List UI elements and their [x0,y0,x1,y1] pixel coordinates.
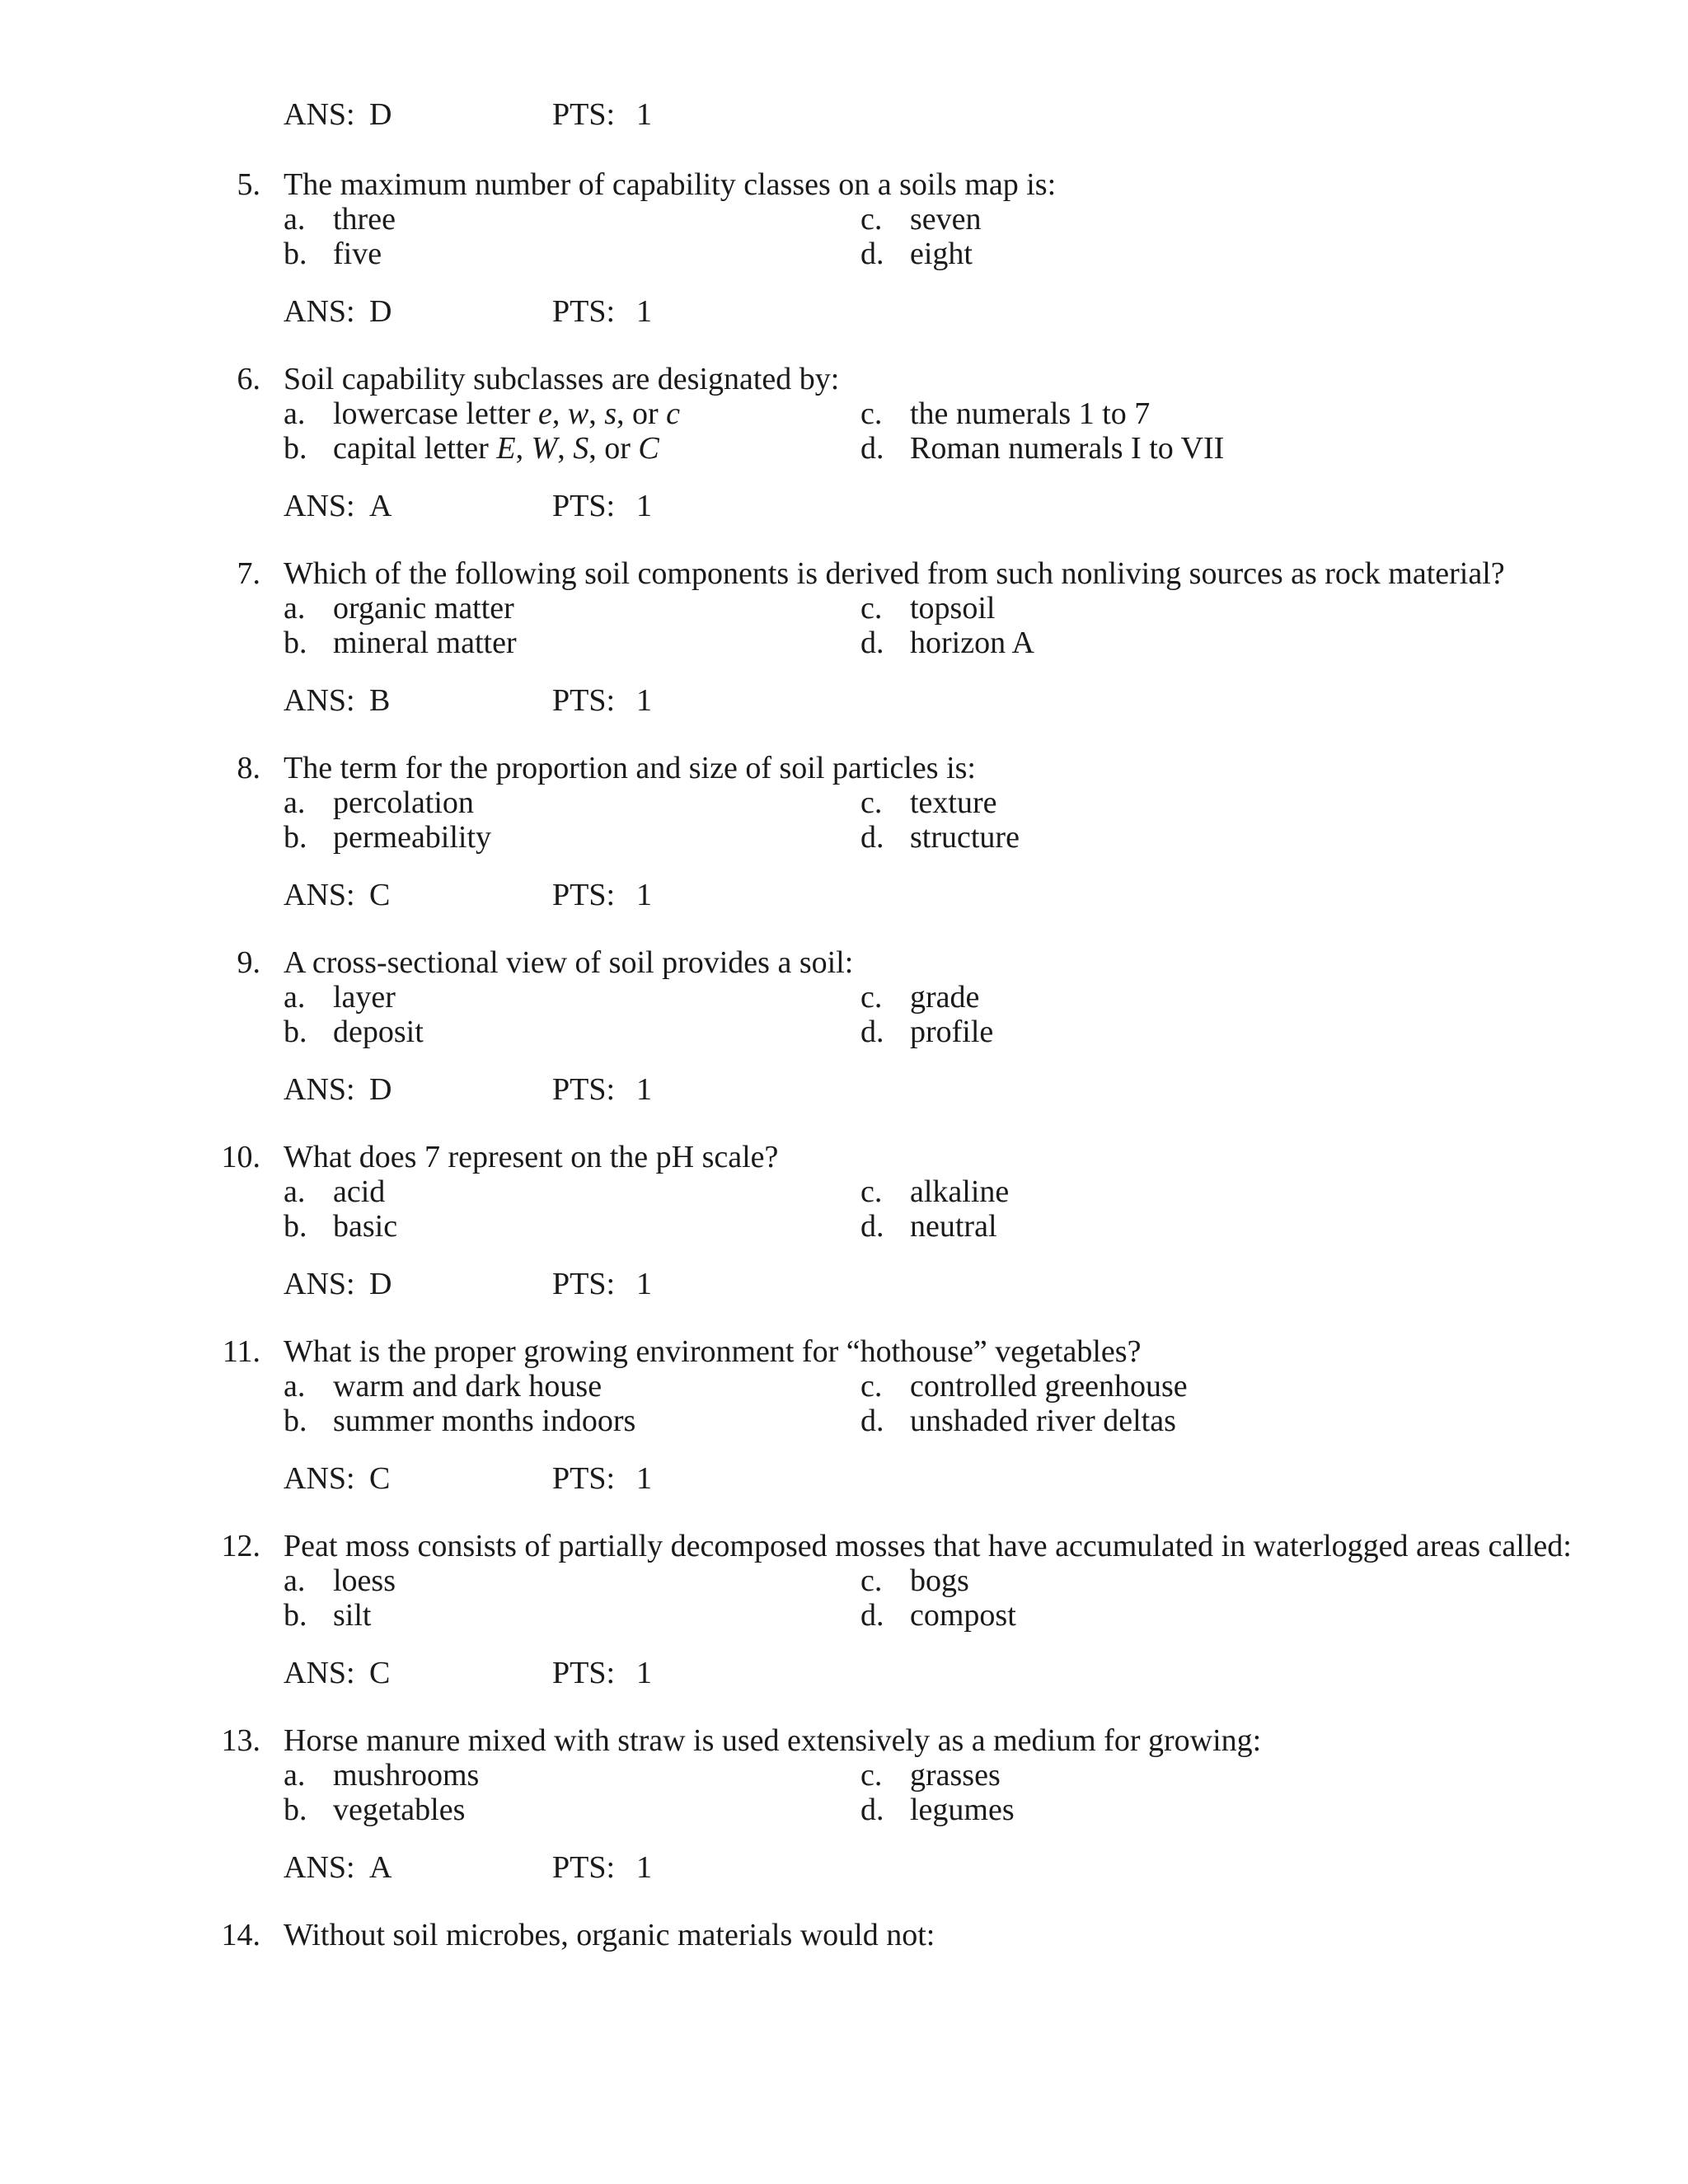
option-letter: d. [860,1015,884,1049]
option-letter: b. [284,626,307,660]
option-text: profile [910,1015,994,1049]
option-letter: c. [860,1563,883,1598]
option-letter: a. [284,980,306,1015]
answer-line [0,1850,1688,1885]
question-stem: A cross-sectional view of soil provides a soil: [284,945,854,980]
question-stem: Which of the following soil components is derived from such nonliving sources as rock material? [284,556,1505,591]
ans-value: D [369,97,392,132]
answer-line [0,489,1688,523]
question-number: 7. [237,556,260,591]
answer-line [0,1656,1688,1690]
pts-label: PTS: [552,1072,616,1107]
option-text: neutral [910,1209,997,1244]
ans-value: A [369,489,392,523]
option-text: silt [333,1598,372,1633]
pts-label: PTS: [552,294,616,329]
option-letter: d. [860,626,884,660]
question-stem: Soil capability subclasses are designated by: [284,362,840,396]
option-letter: c. [860,1369,883,1404]
ans-label: ANS: [284,97,355,132]
question-stem: Peat moss consists of partially decomposed mosses that have accumulated in waterlogged areas called: [284,1529,1572,1563]
option-letter: a. [284,1174,306,1209]
answer-line [0,1072,1688,1107]
option-letter: a. [284,1563,306,1598]
option-text: acid [333,1174,386,1209]
option-letter: b. [284,1793,307,1827]
option-letter: d. [860,1793,884,1827]
answer-line [0,1461,1688,1496]
ans-label: ANS: [284,683,355,718]
question-stem: Horse manure mixed with straw is used extensively as a medium for growing: [284,1723,1262,1758]
ans-value: A [369,1850,392,1885]
question-stem: Without soil microbes, organic materials would not: [284,1918,935,1952]
ans-label: ANS: [284,294,355,329]
option-text: loess [333,1563,396,1598]
question-number: 6. [237,362,260,396]
option-text: bogs [910,1563,969,1598]
answer-line-top [0,97,1688,132]
option-text: vegetables [333,1793,466,1827]
ans-value: B [369,683,391,718]
option-text: mushrooms [333,1758,480,1793]
question-stem: What is the proper growing environment for “hothouse” vegetables? [284,1334,1142,1369]
option-text: permeability [333,820,492,855]
ans-value: C [369,1461,391,1496]
option-letter: b. [284,1598,307,1633]
pts-label: PTS: [552,1267,616,1301]
pts-label: PTS: [552,97,616,132]
option-text: three [333,202,396,237]
option-text: summer months indoors [333,1404,636,1438]
ans-label: ANS: [284,878,355,912]
option-text: lowercase letter e, w, s, or c [333,396,681,431]
option-letter: b. [284,237,307,271]
option-text: capital letter E, W, S, or C [333,431,659,466]
ans-value: D [369,1267,392,1301]
option-letter: d. [860,1404,884,1438]
pts-value: 1 [636,1461,652,1496]
question-number: 11. [222,1334,260,1369]
ans-label: ANS: [284,489,355,523]
option-letter: d. [860,431,884,466]
pts-value: 1 [636,1267,652,1301]
option-text: mineral matter [333,626,517,660]
ans-value: D [369,294,392,329]
option-text: compost [910,1598,1016,1633]
answer-line [0,294,1688,329]
option-letter: a. [284,1758,306,1793]
option-text: percolation [333,785,474,820]
option-text: legumes [910,1793,1015,1827]
option-text: grasses [910,1758,1001,1793]
ans-label: ANS: [284,1267,355,1301]
answer-line [0,1267,1688,1301]
question-number: 13. [221,1723,260,1758]
option-letter: d. [860,237,884,271]
option-letter: d. [860,1209,884,1244]
option-text: organic matter [333,591,514,626]
answer-line [0,683,1688,718]
option-letter: c. [860,591,883,626]
option-text: deposit [333,1015,424,1049]
option-text: layer [333,980,396,1015]
option-text: controlled greenhouse [910,1369,1188,1404]
question-number: 10. [221,1140,260,1174]
option-letter: a. [284,591,306,626]
pts-value: 1 [636,294,652,329]
option-letter: c. [860,1758,883,1793]
option-text: eight [910,237,973,271]
option-text: unshaded river deltas [910,1404,1176,1438]
option-letter: c. [860,980,883,1015]
option-letter: a. [284,1369,306,1404]
option-text: seven [910,202,982,237]
option-text: warm and dark house [333,1369,603,1404]
option-text: the numerals 1 to 7 [910,396,1151,431]
question-number: 8. [237,751,260,785]
pts-label: PTS: [552,878,616,912]
ans-label: ANS: [284,1850,355,1885]
question-stem: What does 7 represent on the pH scale? [284,1140,779,1174]
question-number: 12. [221,1529,260,1563]
option-text: topsoil [910,591,996,626]
option-letter: c. [860,202,883,237]
question-number: 9. [237,945,260,980]
question-number: 5. [237,167,260,202]
option-text: basic [333,1209,398,1244]
pts-value: 1 [636,97,652,132]
option-letter: d. [860,820,884,855]
option-text: texture [910,785,997,820]
option-text: Roman numerals I to VII [910,431,1225,466]
pts-value: 1 [636,1850,652,1885]
pts-label: PTS: [552,1461,616,1496]
pts-label: PTS: [552,1850,616,1885]
option-text: horizon A [910,626,1034,660]
option-letter: a. [284,785,306,820]
ans-value: D [369,1072,392,1107]
option-letter: c. [860,1174,883,1209]
option-letter: c. [860,785,883,820]
option-letter: b. [284,1404,307,1438]
pts-value: 1 [636,1656,652,1690]
ans-label: ANS: [284,1072,355,1107]
option-text: structure [910,820,1020,855]
option-letter: b. [284,820,307,855]
option-letter: a. [284,396,306,431]
pts-label: PTS: [552,683,616,718]
pts-value: 1 [636,489,652,523]
option-letter: b. [284,1209,307,1244]
ans-value: C [369,1656,391,1690]
pts-label: PTS: [552,1656,616,1690]
option-letter: a. [284,202,306,237]
option-letter: c. [860,396,883,431]
option-letter: b. [284,1015,307,1049]
option-letter: b. [284,431,307,466]
option-letter: d. [860,1598,884,1633]
question-number: 14. [221,1918,260,1952]
pts-label: PTS: [552,489,616,523]
question-stem: The maximum number of capability classes on a soils map is: [284,167,1057,202]
pts-value: 1 [636,878,652,912]
option-text: alkaline [910,1174,1010,1209]
question-stem: The term for the proportion and size of soil particles is: [284,751,976,785]
option-text: five [333,237,382,271]
ans-label: ANS: [284,1461,355,1496]
option-text: grade [910,980,980,1015]
ans-value: C [369,878,391,912]
ans-label: ANS: [284,1656,355,1690]
pts-value: 1 [636,1072,652,1107]
pts-value: 1 [636,683,652,718]
answer-line [0,878,1688,912]
